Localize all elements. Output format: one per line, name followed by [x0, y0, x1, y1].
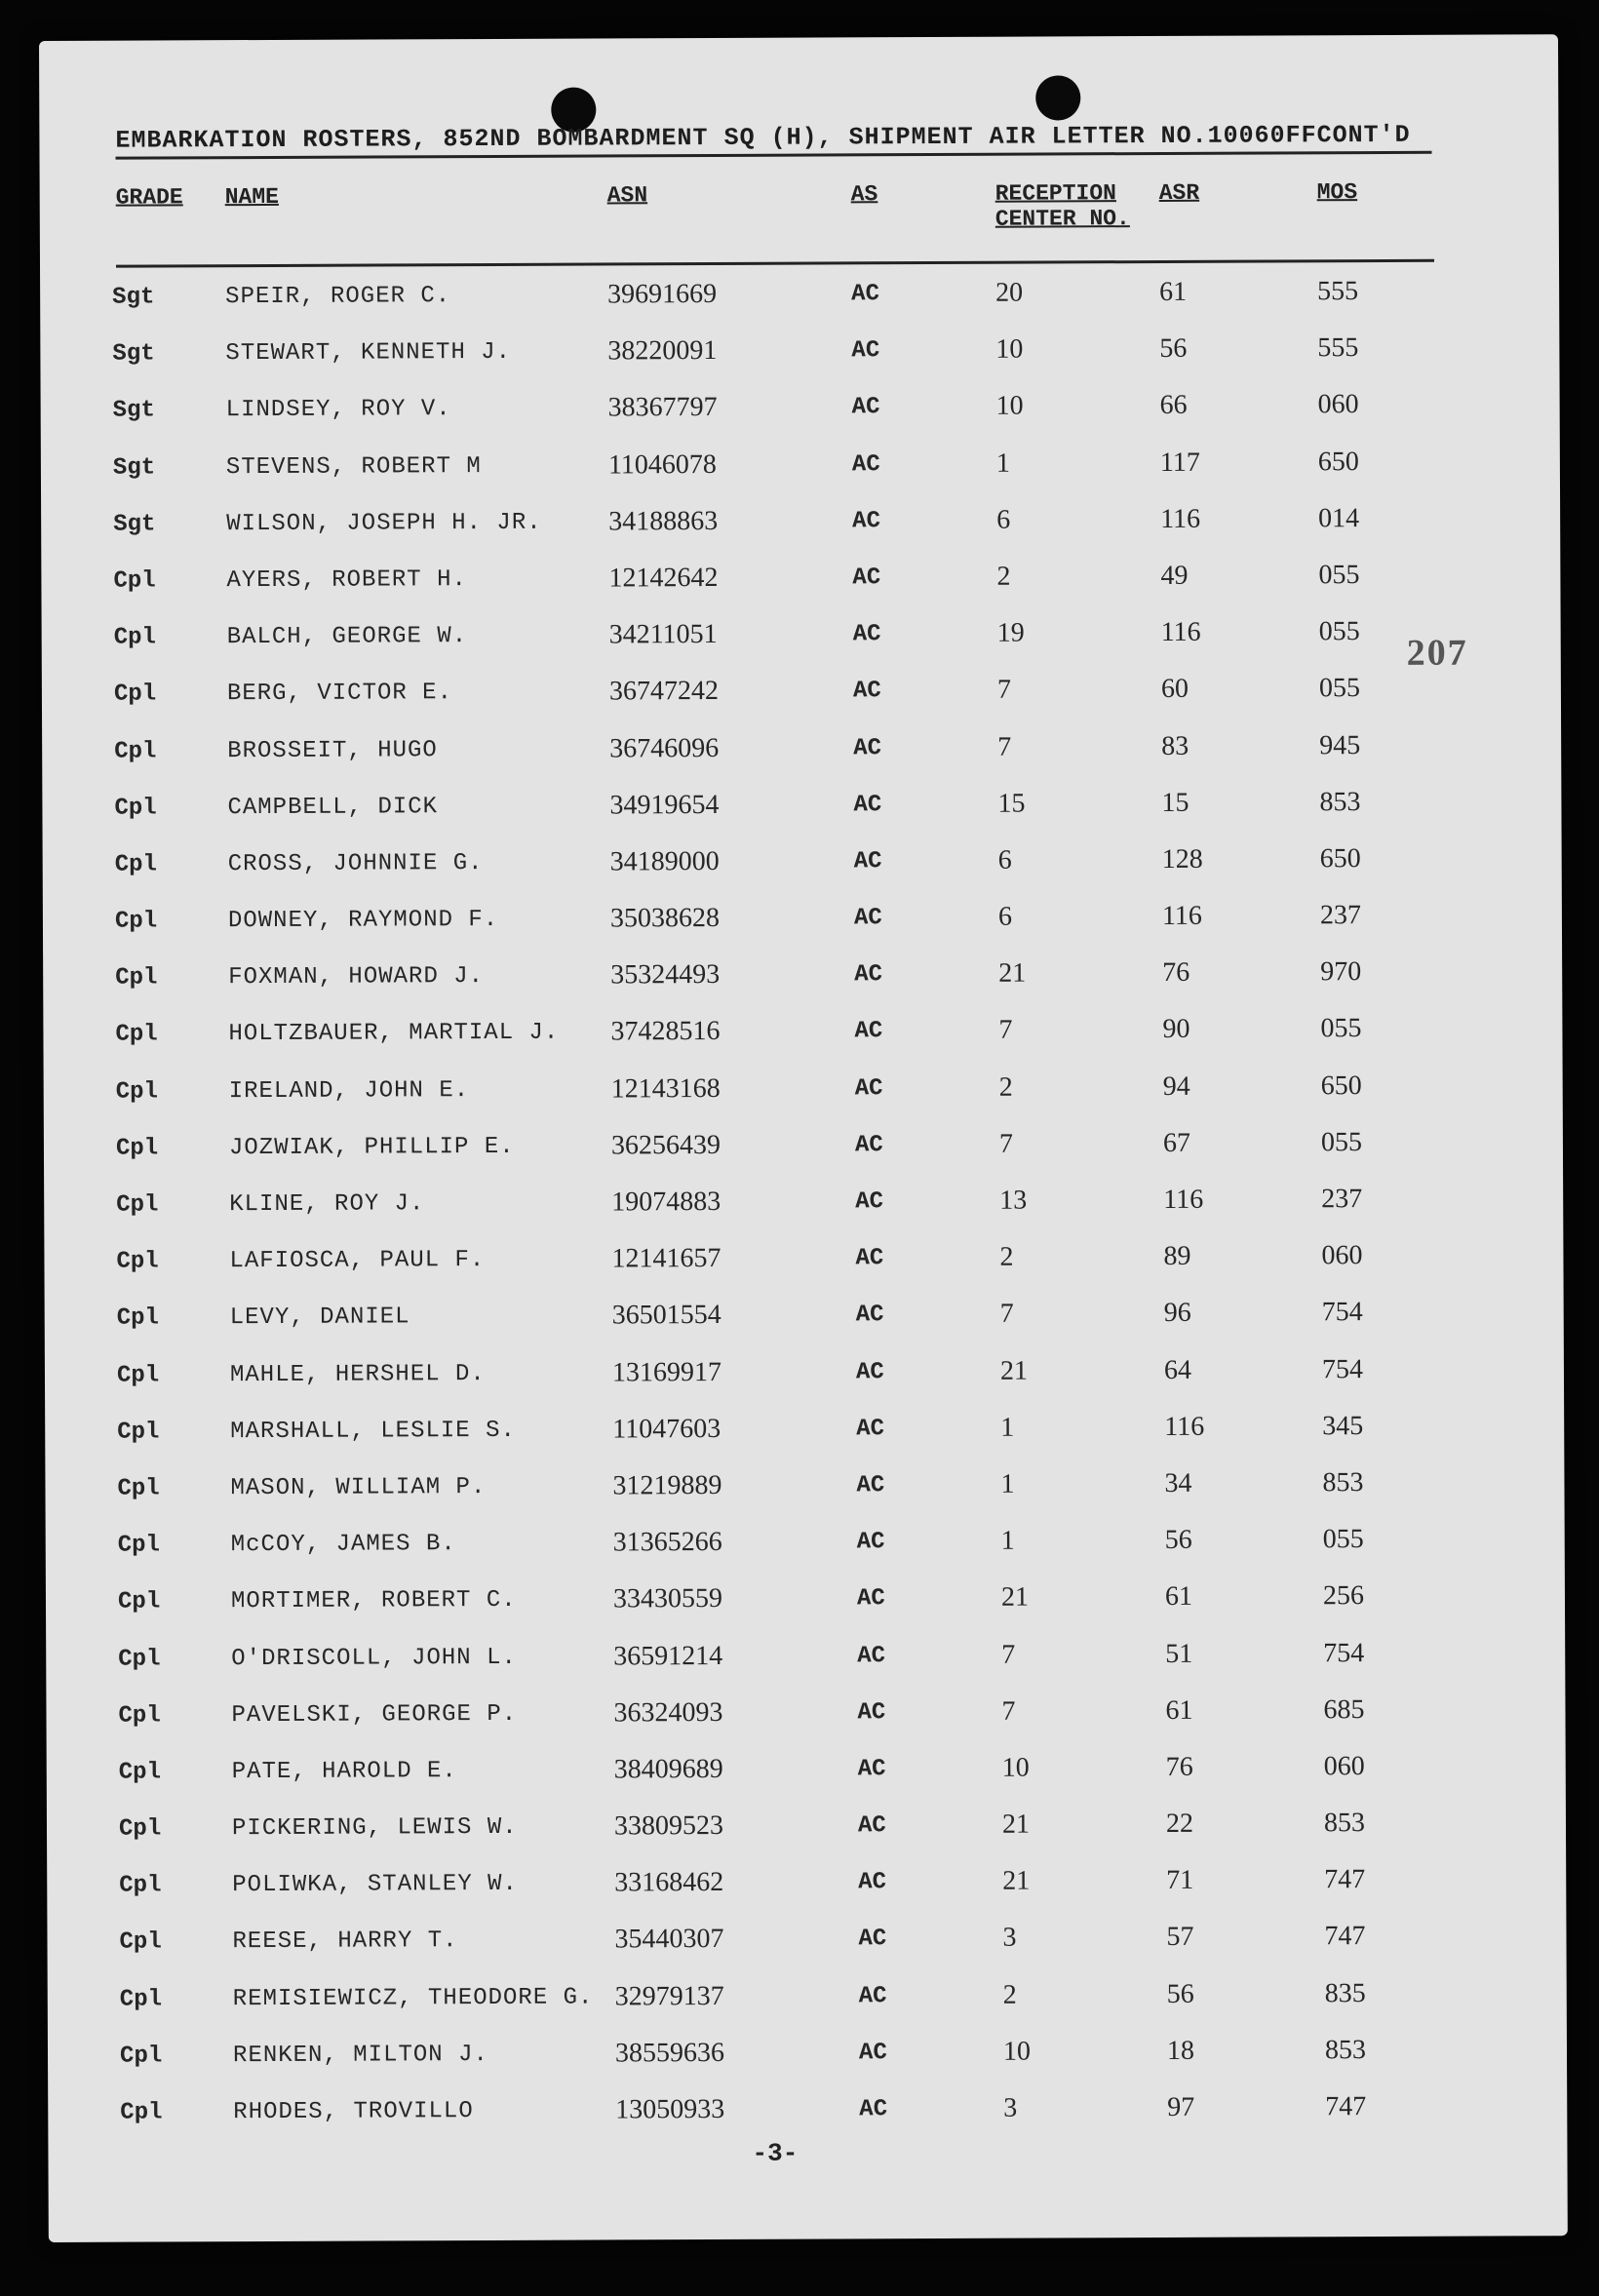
mos-cell: 747 [1324, 1921, 1366, 1952]
asn-cell: 36591214 [613, 1640, 723, 1671]
as-cell: AC [856, 1415, 885, 1443]
as-cell: AC [852, 564, 881, 592]
grade-cell: Cpl [118, 1759, 162, 1786]
reception-center-cell: 2 [999, 1241, 1014, 1272]
table-row [46, 1580, 1508, 1647]
as-cell: AC [853, 848, 882, 876]
roster-table [40, 278, 1510, 2157]
name-cell: BERG, VICTOR E. [226, 680, 453, 708]
mos-cell: 055 [1318, 616, 1360, 647]
as-cell: AC [856, 1529, 885, 1556]
grade-cell: Sgt [113, 511, 156, 538]
document-title: EMBARKATION ROSTERS, 852ND BOMBARDMENT SQ (H), SHIPMENT AIR LETTER NO.10060FFCONT'D [115, 121, 1431, 160]
grade-cell: Cpl [113, 681, 157, 708]
as-cell: AC [856, 1472, 885, 1499]
mos-cell: 970 [1320, 956, 1362, 988]
header-rule [116, 259, 1434, 268]
name-cell: McCOY, JAMES B. [230, 1531, 456, 1559]
reception-center-cell: 2 [998, 1071, 1013, 1103]
table-row [47, 1921, 1509, 1987]
asr-cell: 116 [1161, 900, 1202, 932]
reception-center-cell: 7 [996, 674, 1011, 706]
name-cell: HOLTZBAUER, MARTIAL J. [228, 1020, 560, 1048]
mos-cell: 754 [1321, 1297, 1363, 1328]
reception-center-cell: 2 [996, 561, 1011, 592]
as-cell: AC [854, 961, 883, 989]
name-cell: REMISIEWICZ, THEODORE G. [232, 1984, 594, 2012]
as-cell: AC [858, 1926, 887, 1953]
mos-cell: 237 [1321, 1184, 1363, 1215]
as-cell: AC [856, 1585, 885, 1613]
mos-cell: 754 [1321, 1353, 1364, 1384]
as-cell: AC [855, 1358, 884, 1385]
asr-cell: 97 [1167, 2091, 1195, 2122]
name-cell: AYERS, ROBERT H. [226, 566, 467, 595]
reception-center-cell: 10 [1001, 1752, 1030, 1783]
asr-cell: 60 [1160, 674, 1189, 705]
grade-cell: Cpl [118, 1645, 161, 1673]
grade-cell: Cpl [115, 1021, 158, 1049]
reception-center-cell: 7 [1001, 1639, 1016, 1670]
reception-center-cell: 10 [995, 333, 1024, 365]
reception-center-cell: 2 [1002, 1979, 1017, 2010]
name-cell: SPEIR, ROGER C. [225, 283, 451, 311]
table-row [44, 1126, 1506, 1192]
grade-cell: Cpl [117, 1475, 160, 1502]
asn-cell: 36501554 [611, 1300, 722, 1331]
reception-center-cell: 21 [998, 957, 1027, 989]
asn-cell: 37428516 [610, 1016, 721, 1047]
mos-cell: 055 [1318, 673, 1360, 704]
reception-center-cell: 19 [996, 617, 1025, 648]
table-row [44, 1072, 1506, 1136]
mos-cell: 060 [1321, 1240, 1363, 1271]
name-cell: JOZWIAK, PHILLIP E. [228, 1133, 515, 1161]
asr-cell: 61 [1159, 276, 1188, 307]
mos-cell: 055 [1322, 1524, 1364, 1555]
name-cell: IRELAND, JOHN E. [228, 1076, 470, 1105]
column-header-grade: GRADE [115, 184, 183, 211]
table-row [40, 278, 1502, 341]
grade-cell: Cpl [113, 624, 156, 651]
grade-cell: Sgt [112, 397, 155, 425]
asr-cell: 90 [1162, 1014, 1190, 1045]
grade-cell: Cpl [115, 1078, 158, 1106]
asr-cell: 61 [1165, 1694, 1193, 1726]
asn-cell: 38559636 [614, 2037, 725, 2069]
mos-cell: 555 [1317, 332, 1359, 364]
grade-cell: Cpl [116, 1362, 160, 1389]
asn-cell: 19074883 [611, 1186, 722, 1218]
asr-cell: 83 [1161, 730, 1190, 761]
reception-center-cell: 10 [1002, 2036, 1032, 2067]
mos-cell: 555 [1317, 276, 1359, 307]
reception-center-cell: 15 [997, 788, 1026, 819]
grade-cell: Cpl [114, 737, 157, 765]
asn-cell: 12142642 [608, 562, 719, 594]
name-cell: MARSHALL, LESLIE S. [230, 1417, 516, 1445]
mos-cell: 237 [1319, 900, 1361, 931]
asn-cell: 13169917 [611, 1356, 722, 1388]
grade-cell: Cpl [114, 795, 157, 822]
grade-cell: Sgt [112, 340, 155, 368]
table-row [42, 786, 1504, 852]
name-cell: BROSSEIT, HUGO [227, 736, 438, 764]
grade-cell: Cpl [117, 1532, 161, 1559]
as-cell: AC [852, 507, 881, 535]
mos-cell: 685 [1323, 1693, 1365, 1725]
asr-cell: 128 [1161, 843, 1203, 875]
asn-cell: 36747242 [608, 676, 719, 707]
grade-cell: Cpl [119, 2043, 163, 2070]
asr-cell: 56 [1164, 1524, 1192, 1556]
mos-cell: 853 [1323, 1808, 1366, 1839]
table-row [42, 729, 1504, 796]
asr-cell: 117 [1159, 447, 1200, 478]
mos-cell: 853 [1319, 786, 1361, 817]
as-cell: AC [857, 1812, 886, 1840]
as-cell: AC [858, 2040, 887, 2067]
column-header-as: AS [850, 181, 878, 208]
table-row [45, 1410, 1507, 1476]
punch-hole [1035, 75, 1080, 120]
asr-cell: 51 [1165, 1638, 1193, 1669]
grade-cell: Cpl [114, 908, 158, 935]
column-header-asn: ASN [606, 182, 648, 209]
reception-center-cell: 21 [1000, 1581, 1030, 1614]
grade-cell: Cpl [116, 1304, 159, 1333]
table-row [43, 900, 1505, 966]
asr-cell: 96 [1163, 1298, 1191, 1329]
asr-cell: 116 [1164, 1411, 1205, 1442]
mos-cell: 754 [1323, 1637, 1365, 1668]
as-cell: AC [851, 337, 880, 365]
mos-cell: 256 [1322, 1580, 1365, 1612]
table-row [40, 332, 1502, 399]
mos-cell: 945 [1319, 729, 1361, 760]
name-cell: PICKERING, LEWIS W. [231, 1813, 518, 1843]
table-row [43, 842, 1505, 909]
asr-cell: 71 [1166, 1865, 1194, 1896]
as-cell: AC [854, 1074, 883, 1102]
name-cell: LINDSEY, ROY V. [225, 396, 451, 424]
mos-cell: 014 [1318, 502, 1360, 534]
grade-cell: Cpl [116, 1191, 159, 1219]
as-cell: AC [859, 2096, 888, 2123]
mos-cell: 060 [1323, 1750, 1365, 1782]
mos-cell: 650 [1319, 842, 1361, 875]
asr-cell: 94 [1162, 1070, 1190, 1102]
column-header-reception-center [995, 180, 1130, 232]
reception-center-cell: 6 [997, 901, 1012, 932]
asn-cell: 34189000 [609, 845, 720, 877]
asr-cell: 56 [1159, 333, 1188, 365]
as-cell: AC [857, 1698, 886, 1727]
column-header-mos: MOS [1316, 179, 1358, 206]
mos-cell: 853 [1324, 2034, 1367, 2066]
name-cell: BALCH, GEORGE W. [226, 623, 468, 651]
grade-cell: Cpl [116, 1248, 159, 1275]
asn-cell: 36256439 [610, 1129, 722, 1161]
asn-cell: 36324093 [613, 1696, 723, 1729]
table-row [47, 1750, 1509, 1816]
name-cell: DOWNEY, RAYMOND F. [227, 907, 499, 935]
reception-center-cell: 6 [996, 504, 1011, 535]
as-cell: AC [855, 1302, 884, 1329]
asn-cell: 34188863 [608, 505, 719, 537]
reception-center-cell: 7 [999, 1299, 1014, 1330]
name-cell: O'DRISCOLL, JOHN L. [231, 1644, 517, 1672]
as-cell: AC [852, 621, 881, 648]
mos-cell: 055 [1320, 1013, 1362, 1044]
asn-cell: 31365266 [612, 1527, 722, 1558]
asr-cell: 49 [1160, 560, 1189, 591]
asr-cell: 56 [1166, 1978, 1194, 2009]
mos-cell: 747 [1325, 2091, 1367, 2122]
asn-cell: 38220091 [607, 335, 718, 367]
as-cell: AC [852, 678, 881, 705]
asn-cell: 35440307 [614, 1924, 724, 1955]
table-row [45, 1353, 1507, 1420]
asr-cell: 66 [1159, 390, 1188, 421]
asr-cell: 116 [1163, 1184, 1204, 1215]
table-row [45, 1297, 1507, 1363]
reception-center-cell: 1 [995, 448, 1010, 479]
table-row [41, 502, 1503, 568]
name-cell: MORTIMER, ROBERT C. [230, 1587, 517, 1615]
asr-cell: 76 [1165, 1751, 1193, 1782]
reception-center-cell: 7 [998, 1128, 1014, 1159]
grade-cell: Cpl [113, 567, 156, 595]
as-cell: AC [855, 1188, 884, 1216]
name-cell: PATE, HAROLD E. [231, 1758, 457, 1786]
table-row [42, 616, 1504, 682]
as-cell: AC [853, 905, 882, 932]
asr-cell: 22 [1165, 1808, 1194, 1840]
grade-cell: Sgt [112, 454, 156, 482]
as-cell: AC [857, 1642, 886, 1669]
mos-cell: 747 [1324, 1864, 1366, 1895]
name-cell: POLIWKA, STANLEY W. [232, 1871, 518, 1899]
asn-cell: 34211051 [608, 619, 718, 650]
reception-center-cell: 21 [999, 1355, 1029, 1386]
reception-center-cell: 21 [1002, 1865, 1031, 1896]
asn-cell: 38409689 [613, 1753, 723, 1785]
mos-cell: 345 [1322, 1410, 1364, 1442]
column-header-asr: ASR [1158, 179, 1200, 206]
column-header-reception-line2: CENTER NO. [994, 206, 1130, 232]
table-row [41, 448, 1503, 512]
name-cell: STEVENS, ROBERT M [225, 452, 482, 481]
reception-center-cell: 20 [995, 277, 1024, 308]
reception-center-cell: 3 [1003, 2092, 1018, 2123]
mos-cell: 055 [1320, 1126, 1363, 1158]
column-header-name: NAME [224, 183, 279, 211]
asr-cell: 57 [1166, 1922, 1194, 1953]
asn-cell: 39691669 [607, 278, 718, 310]
grade-cell: Cpl [120, 2099, 163, 2126]
asn-cell: 35324493 [610, 959, 721, 991]
roster-page [39, 34, 1568, 2242]
name-cell: RHODES, TROVILLO [233, 2098, 474, 2126]
reception-center-cell: 1 [1000, 1412, 1015, 1443]
column-header-reception-line1: RECEPTION [994, 180, 1116, 207]
name-cell: MASON, WILLIAM P. [230, 1473, 487, 1502]
name-cell: STEWART, KENNETH J. [225, 339, 512, 368]
as-cell: AC [853, 734, 882, 761]
mos-cell: 060 [1317, 389, 1359, 420]
name-cell: KLINE, ROY J. [229, 1190, 425, 1219]
asr-cell: 76 [1162, 957, 1190, 989]
asr-cell: 64 [1163, 1354, 1192, 1385]
asn-cell: 13050933 [615, 2093, 725, 2125]
asn-cell: 35038628 [609, 903, 720, 934]
mos-cell: 853 [1322, 1467, 1364, 1498]
reception-center-cell: 1 [1000, 1468, 1015, 1499]
name-cell: WILSON, JOSEPH H. JR. [226, 509, 542, 537]
as-cell: AC [851, 281, 880, 308]
table-row [41, 562, 1503, 625]
as-cell: AC [858, 1869, 887, 1896]
asn-cell: 33430559 [612, 1583, 723, 1615]
grade-cell: Cpl [117, 1588, 161, 1615]
name-cell: FOXMAN, HOWARD J. [228, 963, 485, 992]
name-cell: LAFIOSCA, PAUL F. [229, 1247, 486, 1275]
name-cell: PAVELSKI, GEORGE P. [231, 1700, 518, 1729]
page-number: -3- [752, 2138, 799, 2168]
name-cell: RENKEN, MILTON J. [232, 2041, 488, 2069]
as-cell: AC [851, 394, 880, 421]
reception-center-cell: 1 [1000, 1525, 1015, 1556]
grade-cell: Cpl [118, 1815, 162, 1843]
grade-cell: Cpl [115, 964, 158, 992]
grade-cell: Cpl [118, 1702, 161, 1730]
asn-cell: 12143168 [610, 1072, 721, 1105]
table-row [46, 1524, 1508, 1590]
grade-cell: Cpl [115, 1135, 159, 1162]
table-row [43, 956, 1505, 1023]
table-row [46, 1637, 1508, 1703]
name-cell: MAHLE, HERSHEL D. [229, 1360, 486, 1388]
asr-cell: 116 [1160, 616, 1201, 648]
reception-center-cell: 3 [1002, 1923, 1017, 1954]
grade-cell: Sgt [112, 284, 155, 311]
asn-cell: 33168462 [614, 1867, 724, 1898]
reception-center-cell: 7 [997, 731, 1012, 762]
grade-cell: Cpl [117, 1419, 160, 1446]
table-row [47, 1810, 1509, 1874]
asr-cell: 15 [1161, 787, 1190, 818]
as-cell: AC [854, 1018, 883, 1045]
table-row [48, 1977, 1510, 2043]
name-cell: CROSS, JOHNNIE G. [227, 849, 484, 878]
as-cell: AC [854, 1132, 883, 1159]
asn-cell: 12141657 [611, 1243, 722, 1274]
as-cell: AC [857, 1756, 886, 1783]
table-row [44, 1240, 1506, 1306]
asr-cell: 116 [1160, 503, 1201, 534]
table-row [42, 673, 1504, 739]
asn-cell: 11046078 [607, 448, 717, 481]
table-row [43, 1013, 1505, 1079]
margin-note: 207 [1406, 632, 1468, 674]
asn-cell: 33809523 [613, 1810, 724, 1842]
asr-cell: 34 [1164, 1467, 1192, 1498]
table-row [44, 1186, 1506, 1249]
asr-cell: 18 [1166, 2035, 1195, 2066]
asr-cell: 67 [1162, 1127, 1191, 1158]
as-cell: AC [853, 791, 882, 819]
reception-center-cell: 21 [1001, 1809, 1031, 1840]
asr-cell: 89 [1163, 1241, 1191, 1272]
grade-cell: Cpl [119, 1986, 163, 2013]
asn-cell: 34919654 [609, 789, 720, 821]
table-row [45, 1469, 1507, 1533]
asr-cell: 61 [1164, 1581, 1193, 1613]
mos-cell: 650 [1320, 1070, 1362, 1101]
reception-center-cell: 6 [997, 844, 1012, 876]
mos-cell: 055 [1318, 560, 1360, 591]
as-cell: AC [851, 450, 880, 478]
table-row [47, 1864, 1509, 1930]
grade-cell: Cpl [114, 851, 157, 878]
reception-center-cell: 7 [998, 1015, 1013, 1046]
asn-cell: 32979137 [614, 1980, 724, 2012]
asn-cell: 36746096 [609, 732, 720, 763]
asn-cell: 31219889 [612, 1469, 722, 1501]
grade-cell: Cpl [119, 1928, 162, 1957]
name-cell: CAMPBELL, DICK [227, 793, 439, 821]
table-row [46, 1693, 1508, 1760]
reception-center-cell: 7 [1001, 1695, 1016, 1727]
table-row [41, 389, 1503, 455]
grade-cell: Cpl [119, 1872, 162, 1899]
name-cell: LEVY, DANIEL [229, 1304, 410, 1332]
reception-center-cell: 10 [995, 390, 1024, 422]
reception-center-cell: 13 [999, 1185, 1028, 1216]
table-row [48, 2034, 1510, 2100]
asn-cell: 38367797 [607, 392, 718, 423]
mos-cell: 650 [1317, 446, 1359, 477]
name-cell: REESE, HARRY T. [232, 1927, 458, 1956]
as-cell: AC [858, 1982, 887, 2009]
asn-cell: 11047603 [612, 1413, 722, 1445]
as-cell: AC [855, 1245, 884, 1272]
mos-cell: 835 [1324, 1977, 1366, 2008]
